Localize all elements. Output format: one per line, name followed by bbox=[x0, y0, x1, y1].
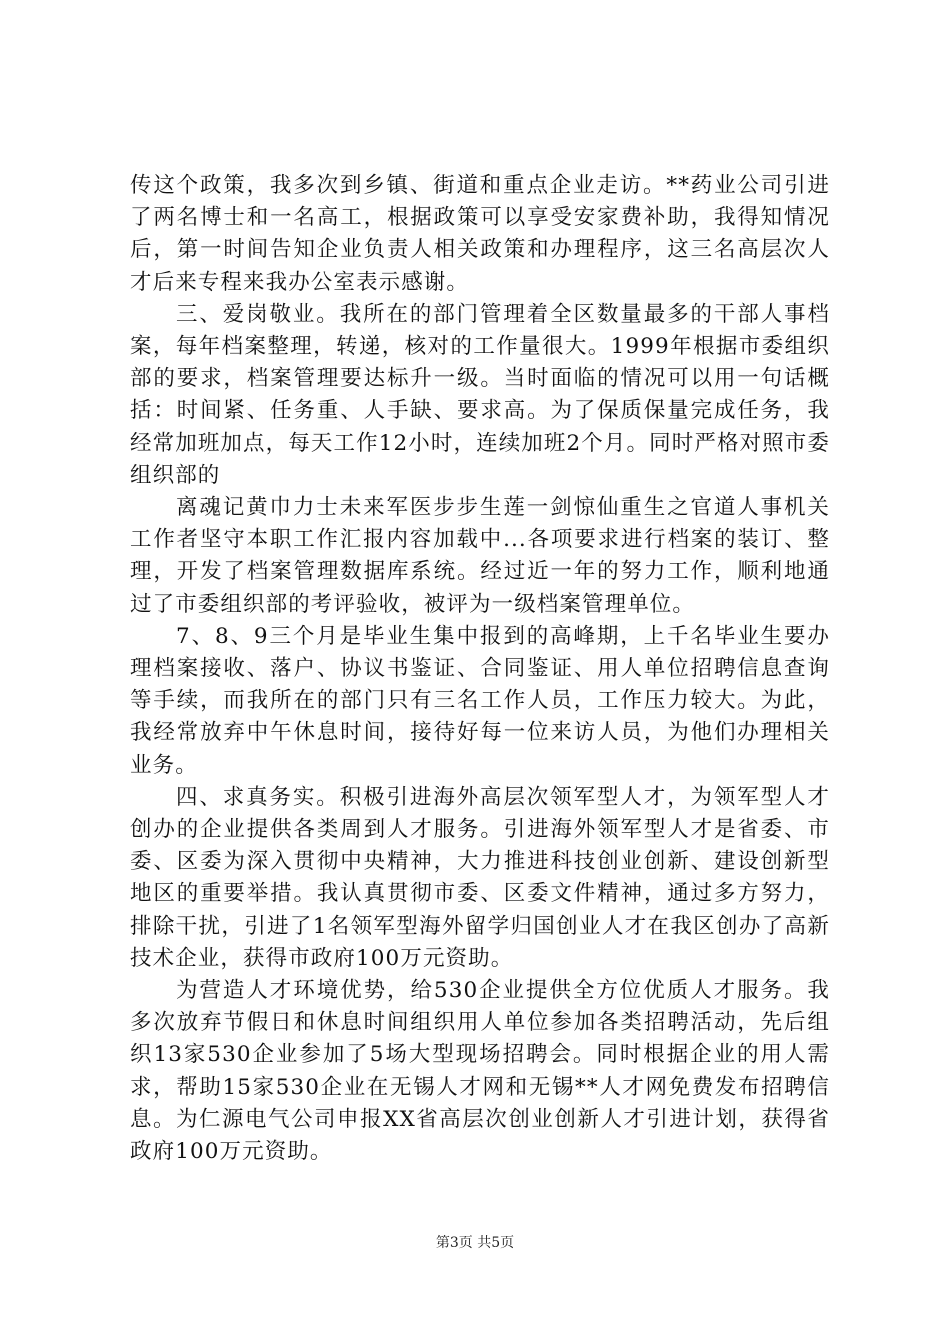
page-number-footer: 第3页 共5页 bbox=[435, 1235, 515, 1251]
paragraph-3: 离魂记黄巾力士未来军医步步生莲一剑惊仙重生之官道人事机关工作者坚守本职工作汇报内容加载中...各项要求进行档案的装订、整理，开发了档案管理数据库系统。经过近一年的努力工作，顺利地通过了市委组织部的考评验收，被评为一级档案管理单位。 bbox=[130, 495, 830, 617]
paragraph-1: 传这个政策，我多次到乡镇、街道和重点企业走访。**药业公司引进了两名博士和一名高工，根据政策可以享受安家费补助，我得知情况后，第一时间告知企业负责人相关政策和办理程序，这三名高层次人才后来专程来我办公室表示感谢。 bbox=[130, 173, 830, 295]
document-body bbox=[130, 170, 830, 1168]
paragraph-4: 7、8、9三个月是毕业生集中报到的高峰期，上千名毕业生要办理档案接收、落户、协议书鉴证、合同鉴证、用人单位招聘信息查询等手续，而我所在的部门只有三名工作人员，工作压力较大。为此，我经常放弃中午休息时间，接待好每一位来访人员，为他们办理相关业务。 bbox=[130, 623, 830, 778]
paragraph-5: 四、求真务实。积极引进海外高层次领军型人才，为领军型人才创办的企业提供各类周到人才服务。引进海外领军型人才是省委、市委、区委为深入贯彻中央精神，大力推进科技创业创新、建设创新型地区的重要举措。我认真贯彻市委、区委文件精神，通过多方努力，排除干扰，引进了1名领军型海外留学归国创业人才在我区创办了高新技术企业，获得市政府100万元资助。 bbox=[130, 784, 830, 971]
paragraph-2: 三、爱岗敬业。我所在的部门管理着全区数量最多的干部人事档案，每年档案整理，转递，核对的工作量很大。1999年根据市委组织部的要求，档案管理要达标升一级。当时面临的情况可以用一句话概括：时间紧、任务重、人手缺、要求高。为了保质保量完成任务，我经常加班加点，每天工作12小时，连续加班2个月。同时严格对照市委组织部的 bbox=[130, 301, 830, 488]
paragraph-6: 为营造人才环境优势，给530企业提供全方位优质人才服务。我多次放弃节假日和休息时间组织用人单位参加各类招聘活动，先后组织13家530企业参加了5场大型现场招聘会。同时根据企业的用人需求，帮助15家530企业在无锡人才网和无锡**人才网免费发布招聘信息。为仁源电气公司申报XX省高层次创业创新人才引进计划，获得省政府100万元资助。 bbox=[130, 978, 830, 1165]
